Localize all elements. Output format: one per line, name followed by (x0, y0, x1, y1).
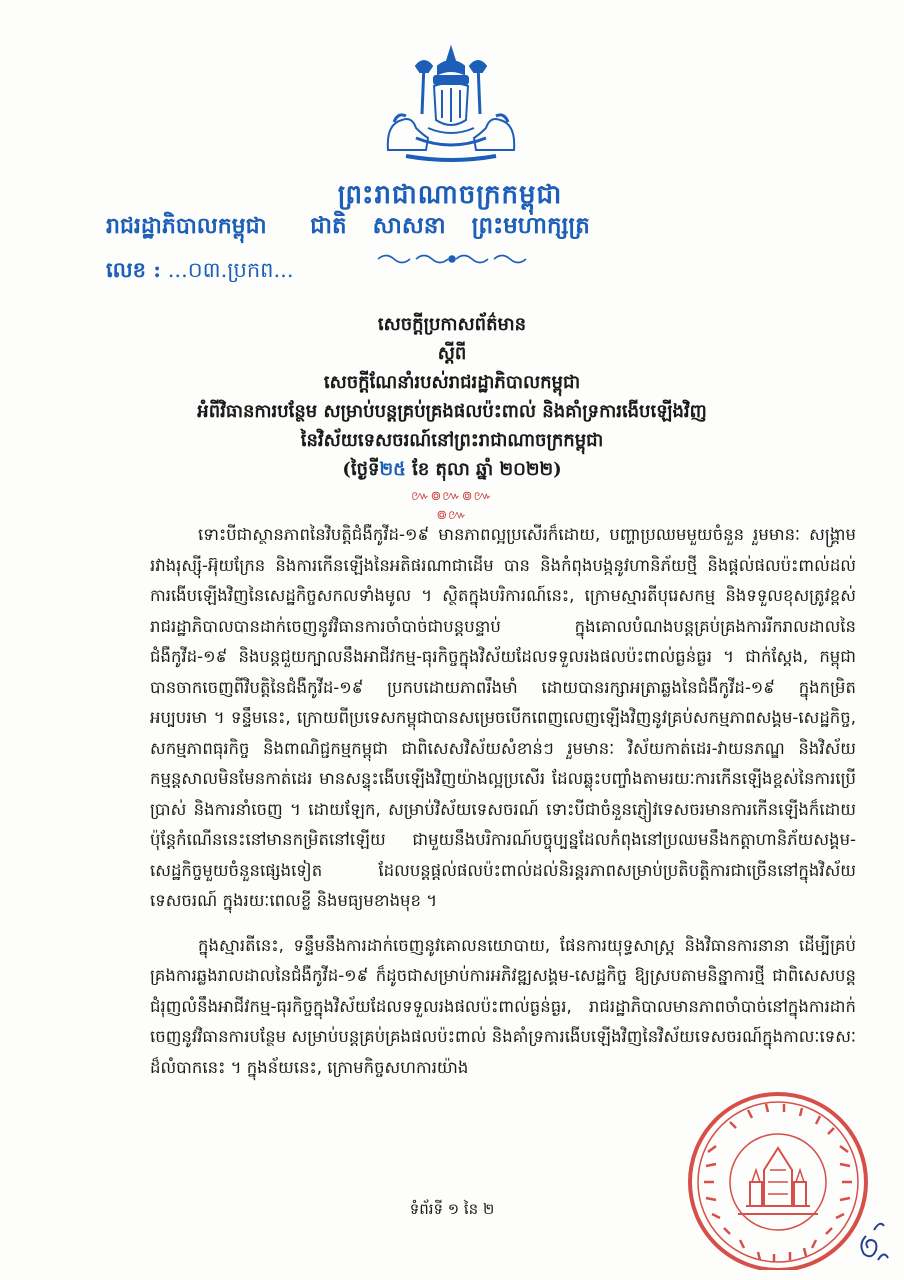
handwritten-initial (852, 1200, 892, 1270)
body-text (150, 520, 856, 1083)
title-line-2: ស្តីពី (437, 343, 467, 364)
title-line-5: នៃវិស័យទេសចរណ៍នៅព្រះរាជាណាចក្រកម្ពុជា (300, 430, 604, 451)
ministry-name: រាជរដ្ឋាភិបាលកម្ពុជា (106, 213, 267, 239)
date-open: (ថ្ងៃទី (342, 459, 380, 480)
official-seal (678, 1082, 876, 1270)
ornament-divider (372, 250, 532, 268)
title-date (96, 455, 808, 484)
document-number-label: លេខ : (106, 257, 162, 282)
date-day: ២៥ (379, 459, 406, 480)
page-number: ទំព័រទី ១ នៃ ២ (409, 1200, 495, 1218)
title-line-1: សេចក្តីប្រកាសព័ត៌មាន (377, 314, 527, 335)
kingdom-heading: ព្រះរាជាណាចក្រកម្ពុជា (337, 180, 563, 210)
royal-emblem (376, 42, 526, 162)
document-number (106, 257, 306, 288)
date-rest: ខែ តុលា ឆ្នាំ ២០២២) (405, 459, 562, 480)
title-divider: ៚៙៚៙៚៙៚ (411, 489, 493, 523)
title-line-3: សេចក្តីណែនាំរបស់រាជរដ្ឋាភិបាលកម្ពុជា (323, 372, 581, 393)
document-number-value: ...០៣.ប្រកព... (167, 258, 294, 282)
national-motto: ជាតិ សាសនា ព្រះមហាក្សត្រ (310, 212, 590, 239)
title-block (96, 310, 808, 484)
paragraph-1: ទោះបីជាស្ថានភាពនៃវិបត្តិជំងឺកូវីដ-១៩ មានភាពល្អប្រសើរក៏ដោយ, បញ្ហាប្រឈមមួយចំនួន រួមមានៈ សង្គ្រាមរវាងរុស្ស៊ី-អ៊ុយក្រែន និងការកើនឡើងនៃអតិផរណាជាដើម បាន និងកំពុងបង្កនូវហានិភ័យថ្មី និងផ្តល់ផលប៉ះពាល់ដល់ការងើបឡើងវិញនៃសេដ្ឋកិច្ចសកលទាំងមូល ។ ស្ថិតក្នុងបរិការណ៍នេះ, ក្រោមស្មារតីបុរេសកម្ម និងទទួលខុសត្រូវខ្ពស់ រាជរដ្ឋាភិបាលបានដាក់ចេញនូវវិធានការចាំបាច់ជាបន្តបន្ទាប់ ក្នុងគោលបំណងបន្តគ្រប់គ្រងការរីករាលដាលនៃជំងឺកូវីដ-១៩ និងបន្តជួយក្បាលនឹងអាជីវកម្ម-ធុរកិច្ចក្នុងវិស័យដែលទទួលរងផលប៉ះពាល់ធ្ងន់ធ្ងរ ។ ជាក់ស្តែង, កម្ពុជាបានចាកចេញពីវិបត្តិនៃជំងឺកូវីដ-១៩ ប្រកបដោយភាពរឹងមាំ ដោយបានរក្សាអត្រាឆ្លងនៃជំងឺកូវីដ-១៩ ក្នុងកម្រិតអប្បបរមា ។ ទន្ទឹមនេះ, ក្រោយពីប្រទេសកម្ពុជាបានសម្រេចបើកពេញលេញឡើងវិញនូវគ្រប់សកម្មភាពសង្គម-សេដ្ឋកិច្ច, សកម្មភាពធុរកិច្ច និងពាណិជ្ជកម្មកម្ពុជា ជាពិសេសវិស័យសំខាន់ៗ រួមមានៈ វិស័យកាត់ដេរ-វាយនភណ្ឌ និងវិស័យកម្មន្តសាលមិនមែនកាត់ដេរ មានសន្ទុះងើបឡើងវិញយ៉ាងល្អប្រសើរ ដែលឆ្លុះបញ្ចាំងតាមរយៈការកើនឡើងខ្ពស់នៃការប្រើប្រាស់ និងការនាំចេញ ។ ដោយឡែក, សម្រាប់វិស័យទេសចរណ៍ ទោះបីជាចំនួនភ្ញៀវទេសចរមានការកើនឡើងក៏ដោយ ប៉ុន្តែកំណើននេះនៅមានកម្រិតនៅឡើយ ជាមួយនឹងបរិការណ៍បច្ចុប្បន្នដែលកំពុងនៅប្រឈមនឹងកត្តាហានិភ័យសង្គម-សេដ្ឋកិច្ចមួយចំនួនផ្សេងទៀត ដែលបន្តផ្តល់ផលប៉ះពាល់ដល់និរន្តរភាពសម្រាប់ប្រតិបត្តិការជាច្រើននៅក្នុងវិស័យទេសចរណ៍ ក្នុងរយៈពេលខ្លី និងមធ្យមខាងមុខ ។ (150, 525, 856, 910)
paragraph-2: ក្នុងស្មារតីនេះ, ទន្ទឹមនឹងការដាក់ចេញនូវគោលនយោបាយ, ផែនការយុទ្ធសាស្ត្រ និងវិធានការនានា ដើម្បីគ្រប់គ្រងការឆ្លងរាលដាលនៃជំងឺកូវីដ-១៩ ក៏ដូចជាសម្រាប់ការអភិវឌ្ឍសង្គម-សេដ្ឋកិច្ច ឱ្យស្របតាមនិន្នាការថ្មី ជាពិសេសបន្តជំរុញលំនឹងអាជីវកម្ម-ធុរកិច្ចក្នុងវិស័យដែលទទួលរងផលប៉ះពាល់ធ្ងន់ធ្ងរ, រាជរដ្ឋាភិបាលមានភាពចាំបាច់នៅក្នុងការដាក់ចេញនូវវិធានការបន្ថែម សម្រាប់បន្តគ្រប់គ្រងផលប៉ះពាល់ និងគាំទ្រការងើបឡើងវិញនៃវិស័យទេសចរណ៍ក្នុងកាលៈទេសៈដ៏លំបាកនេះ ។ ក្នុងន័យនេះ, ក្រោមកិច្ចសហការយ៉ាង (150, 935, 856, 1077)
title-line-4: អំពីវិធានការបន្ថែម សម្រាប់បន្តគ្រប់គ្រងផលប៉ះពាល់ និងគាំទ្រការងើបឡើងវិញ (197, 401, 707, 422)
